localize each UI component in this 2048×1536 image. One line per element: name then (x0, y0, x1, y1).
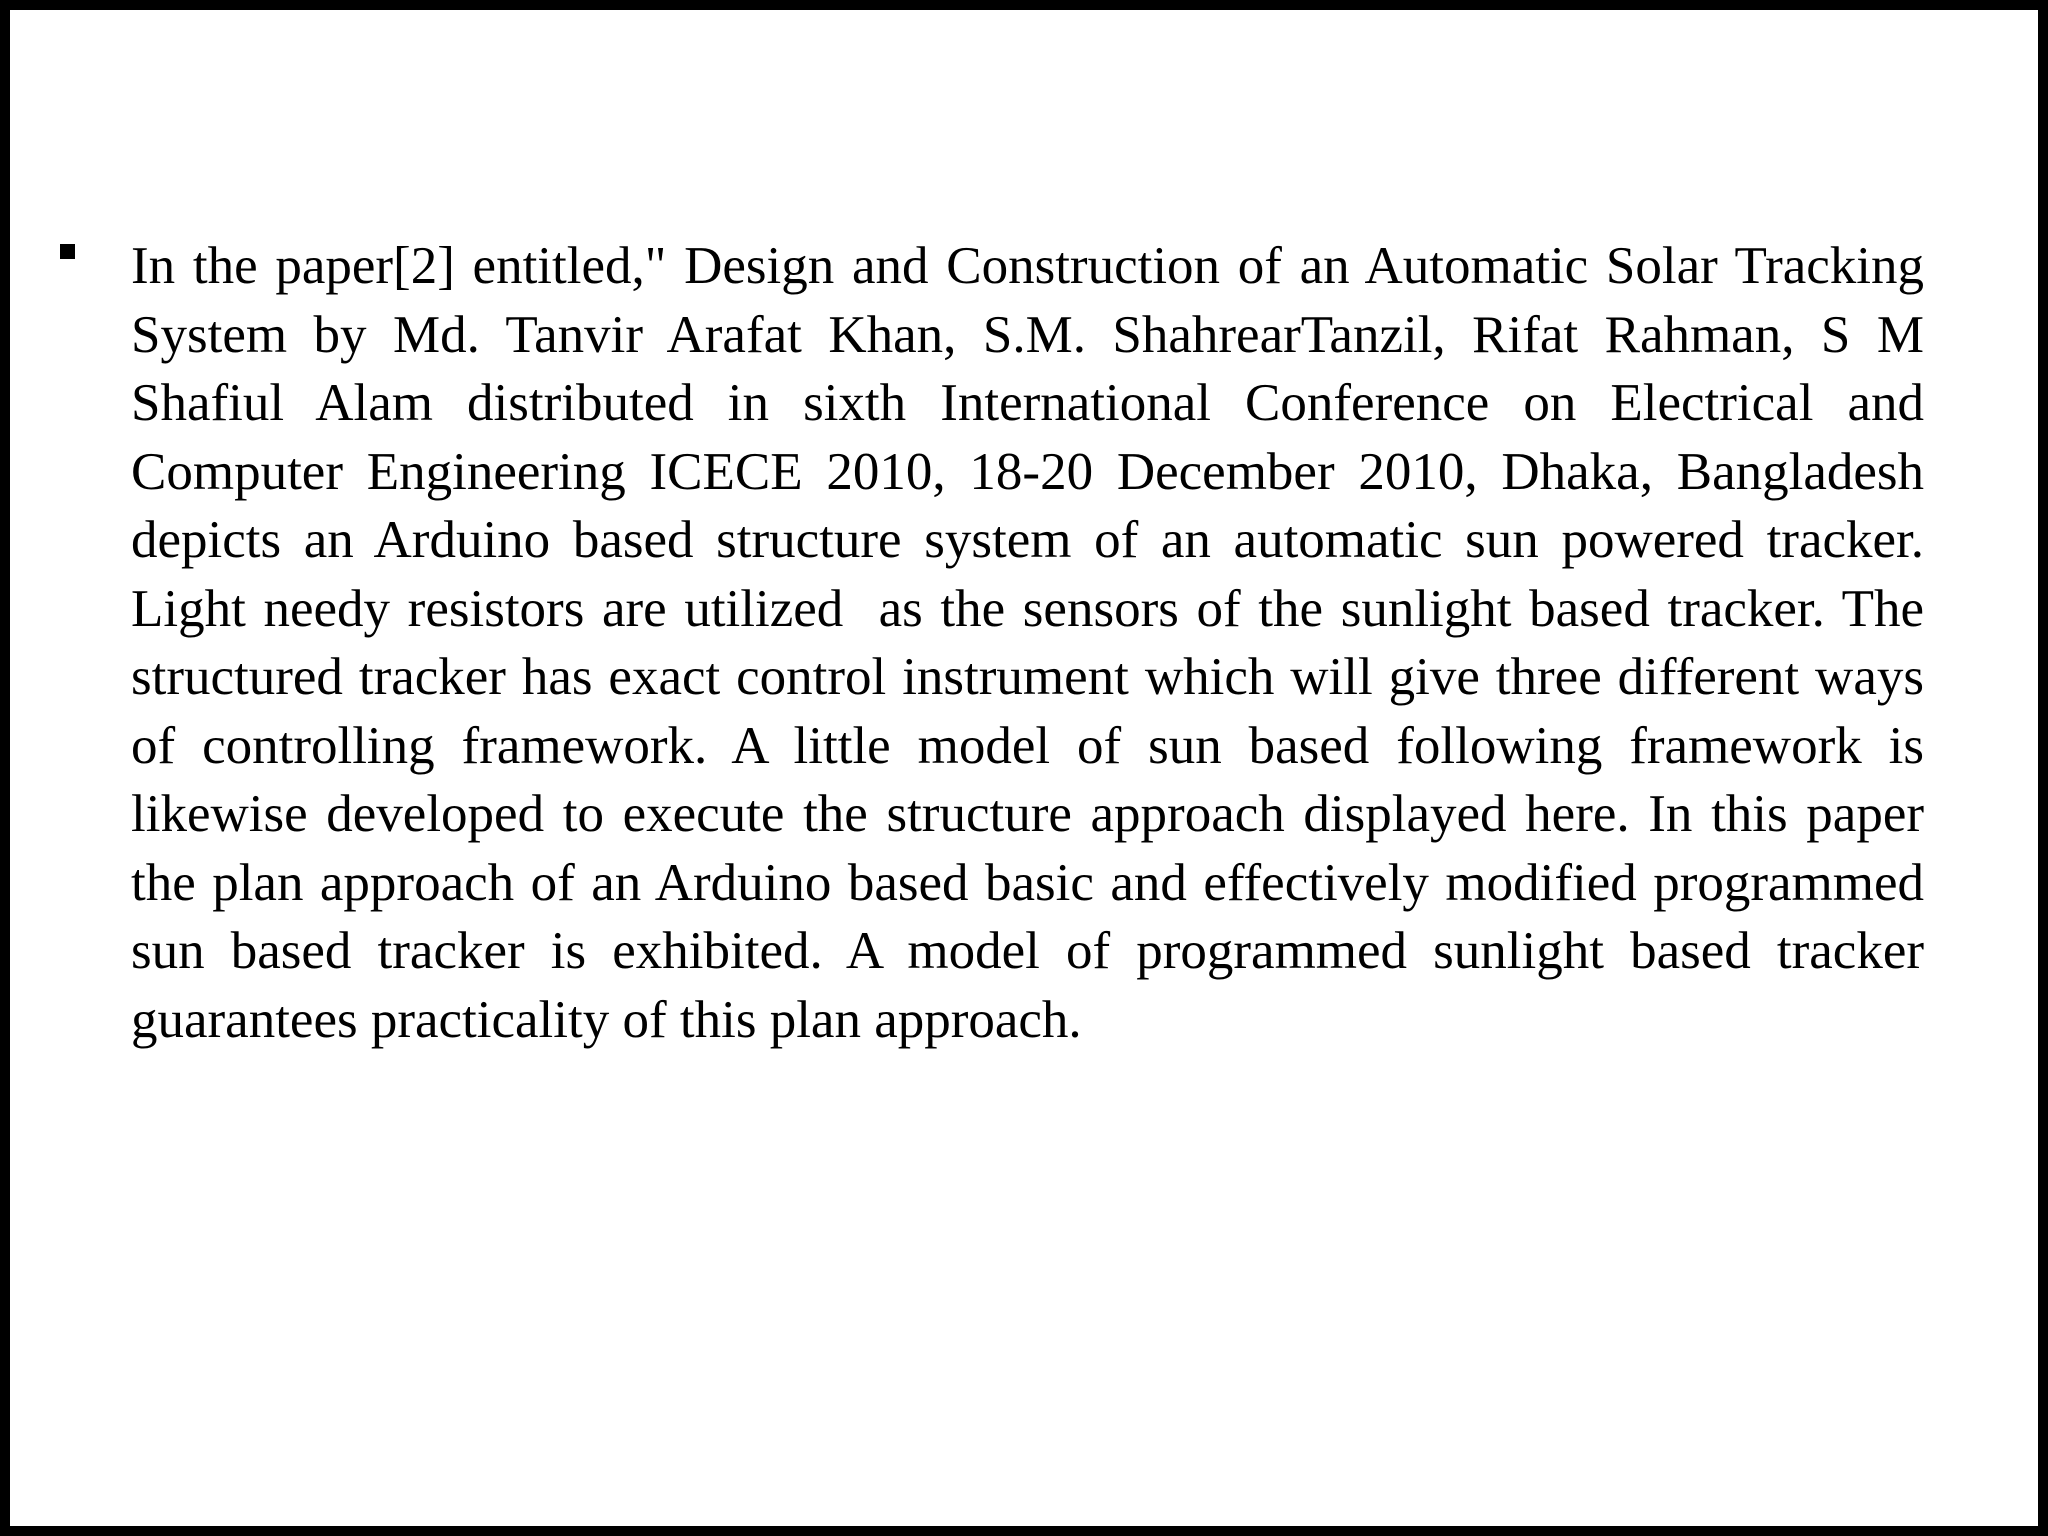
bullet-list (10, 232, 2038, 1054)
bullet-item (10, 232, 2038, 1054)
bullet-text: In the paper[2] entitled," Design and Construction of an Automatic Solar Tracking System by Md. Tanvir Arafat Khan, S.M. ShahrearTanzil, Rifat Rahman, S M Shafiul Alam distributed in sixth International Conference on Electrical and Computer Engineering ICECE 2010, 18-20 December 2010, Dhaka, Bangladesh depicts an Arduino based structure system of an automatic sun powered tracker. Light needy resistors are utilized as the sensors of the sunlight based tracker. The structured tracker has exact control instrument which will give three different ways of controlling framework. A little model of sun based following framework is likewise developed to execute the structure approach displayed here. In this paper the plan approach of an Arduino based basic and effectively modified programmed sun based tracker is exhibited. A model of programmed sunlight based tracker guarantees practicality of this plan approach. (131, 237, 1938, 1049)
square-bullet-icon (60, 244, 75, 259)
